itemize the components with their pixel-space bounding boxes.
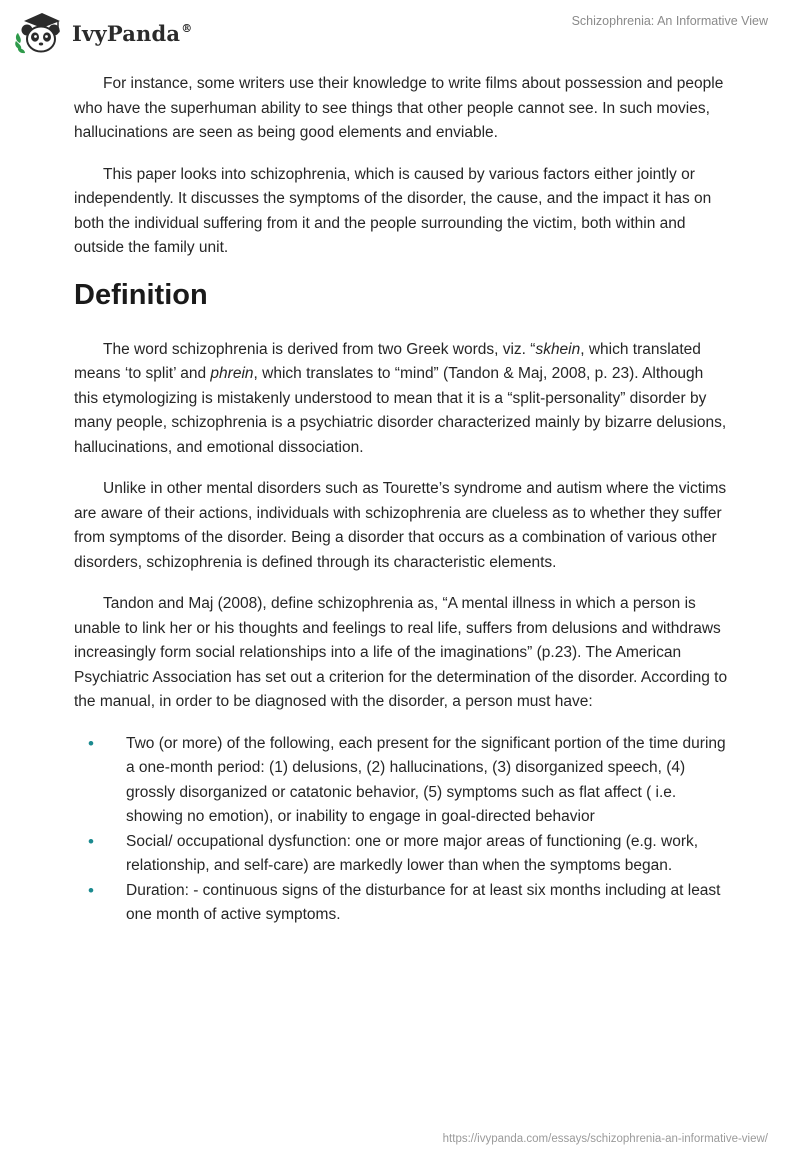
panda-graduate-icon xyxy=(14,11,66,55)
paragraph-etymology: The word schizophrenia is derived from two Greek words, viz. “skhein, which translated means ‘to split’ and phrein, which translates to “mind” (Tandon & Maj, 2008, p. 23). Although this etymologizing is mistakenly understood to mean that it is a “split-personality” disorder by many people, schizophrenia is a psychiatric disorder characterized mainly by bizarre delusions, hallucinations, and emotional dissociation. xyxy=(74,340,727,456)
list-item xyxy=(74,830,730,879)
list-item xyxy=(74,879,730,928)
essay-content xyxy=(74,72,730,928)
criteria-list xyxy=(74,732,730,928)
document-title: Schizophrenia: An Informative View xyxy=(571,14,768,28)
page-header xyxy=(0,0,800,60)
bullet-icon: • xyxy=(88,831,94,851)
paragraph-apa-criteria: Tandon and Maj (2008), define schizophrenia as, “A mental illness in which a person is unable to link her or his thoughts and feelings to real life, suffers from delusions and withdraws increasingly form social relationships into a life of the imaginations” (p.23). The American Psychiatric Association has set out a criterion for the determination of the disorder. According to the manual, in order to be diagnosed with the disorder, a person must have: xyxy=(74,595,728,710)
greek-term-phrein: phrein xyxy=(210,365,254,382)
paragraph-comparison: Unlike in other mental disorders such as Tourette’s syndrome and autism where the victims are aware of their actions, individuals with schizophrenia are clueless as to whether they suffer from symptoms of the disorder. Being a disorder that occurs as a combination of various other disorders, schizophrenia is defined through its characteristic elements. xyxy=(74,480,727,571)
greek-term-skhein: skhein xyxy=(535,340,581,358)
paragraph-films: For instance, some writers use their knowledge to write films about possession and people who have the superhuman ability to see things that other people cannot see. In such movies, hallucinations are seen as being good elements and enviable. xyxy=(74,75,724,141)
bullet-icon: • xyxy=(88,880,94,900)
bullet-icon: • xyxy=(88,733,94,753)
list-item-text: Social/ occupational dysfunction: one or more major areas of functioning (e.g. work, relationship, and self-care) are markedly lower than when the symptoms began. xyxy=(126,832,699,874)
ivypanda-logo-link[interactable] xyxy=(14,8,192,58)
list-item-text: Duration: - continuous signs of the disturbance for at least six months including at least one month of active symptoms. xyxy=(126,881,721,923)
source-url-link[interactable]: https://ivypanda.com/essays/schizophrenia-an-informative-view/ xyxy=(442,1133,768,1145)
brand-name: IvyPanda® xyxy=(72,20,193,46)
paragraph-paper-overview: This paper looks into schizophrenia, which is caused by various factors either jointly or independently. It discusses the symptoms of the disorder, the cause, and the impact it has on both the individual suffering from it and the people surrounding the victim, both within and outside the family unit. xyxy=(74,165,712,256)
section-heading-definition: Definition xyxy=(74,278,208,311)
list-item-text: Two (or more) of the following, each present for the significant portion of the time during a one-month period: (1) delusions, (2) hallucinations, (3) disorganized speech, (4) grossly disorganized or catatonic behavior, (5) symptoms such as flat affect ( i.e. showing no emotion), or inability to engage in goal-directed behavior xyxy=(126,734,726,825)
list-item xyxy=(74,732,730,830)
